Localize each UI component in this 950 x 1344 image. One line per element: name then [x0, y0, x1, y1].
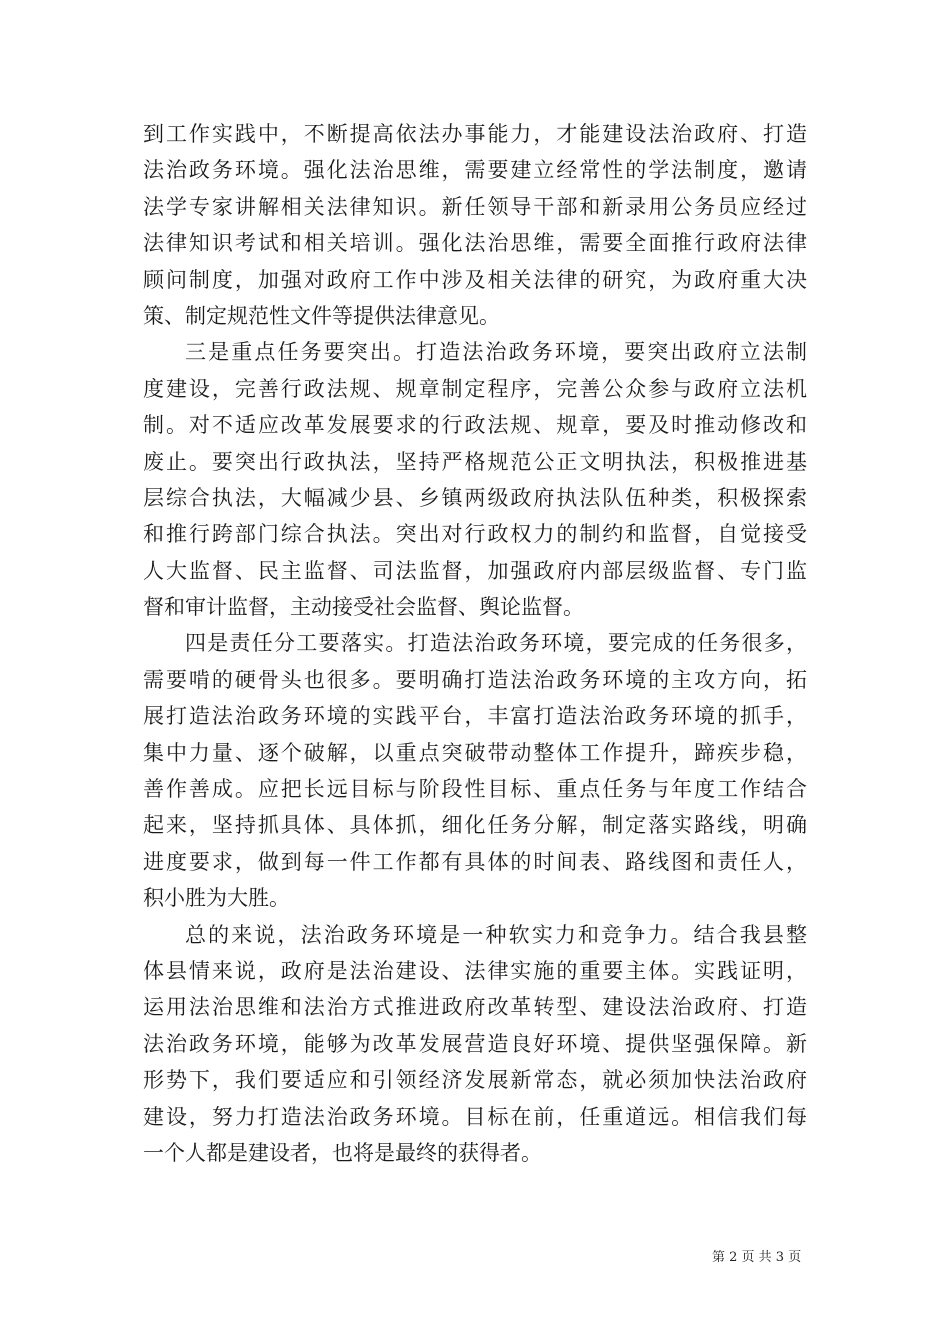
text-line: 人大监督、民主监督、司法监督，加强政府内部层级监督、专门监 — [143, 558, 807, 583]
text-line: 起来，坚持抓具体、具体抓，细化任务分解，制定落实路线，明确 — [143, 813, 807, 838]
text-line: 体县情来说，政府是法治建设、法律实施的重要主体。实践证明， — [143, 958, 807, 983]
page-number: 第 2 页 共 3 页 — [712, 1250, 802, 1265]
text-line: 需要啃的硬骨头也很多。要明确打造法治政务环境的主攻方向，拓 — [143, 667, 807, 692]
document-body — [143, 116, 807, 1171]
text-line: 一个人都是建设者，也将是最终的获得者。 — [143, 1140, 542, 1165]
paragraph — [143, 116, 807, 334]
text-line: 建设，努力打造法治政务环境。目标在前，任重道远。相信我们每 — [143, 1104, 807, 1129]
paragraph — [143, 917, 807, 1172]
text-line: 法治政务环境。强化法治思维，需要建立经常性的学法制度，邀请 — [143, 158, 807, 183]
text-line: 到工作实践中，不断提高依法办事能力，才能建设法治政府、打造 — [143, 122, 807, 146]
text-line: 三是重点任务要突出。打造法治政务环境，要突出政府立法制 — [185, 340, 807, 365]
text-line: 法律知识考试和相关培训。强化法治思维，需要全面推行政府法律 — [143, 231, 807, 256]
text-line: 展打造法治政务环境的实践平台，丰富打造法治政务环境的抓手， — [143, 704, 807, 729]
text-line: 督和审计监督，主动接受社会监督、舆论监督。 — [143, 595, 584, 620]
text-line: 废止。要突出行政执法，坚持严格规范公正文明执法，积极推进基 — [143, 449, 807, 474]
text-line: 善作善成。应把长远目标与阶段性目标、重点任务与年度工作结合 — [143, 777, 807, 802]
paragraph — [143, 334, 807, 625]
text-line: 顾问制度，加强对政府工作中涉及相关法律的研究，为政府重大决 — [143, 267, 807, 292]
text-line: 积小胜为大胜。 — [143, 886, 290, 911]
text-line: 制。对不适应改革发展要求的行政法规、规章，要及时推动修改和 — [143, 413, 807, 438]
text-line: 法学专家讲解相关法律知识。新任领导干部和新录用公务员应经过 — [143, 194, 807, 219]
text-line: 四是责任分工要落实。打造法治政务环境，要完成的任务很多， — [185, 631, 807, 656]
text-line: 总的来说，法治政务环境是一种软实力和竞争力。结合我县整 — [185, 922, 807, 947]
text-line: 运用法治思维和法治方式推进政府改革转型、建设法治政府、打造 — [143, 995, 807, 1020]
text-line: 层综合执法，大幅减少县、乡镇两级政府执法队伍种类，积极探索 — [143, 485, 807, 510]
paragraph — [143, 625, 807, 916]
text-line: 度建设，完善行政法规、规章制定程序，完善公众参与政府立法机 — [143, 376, 807, 401]
text-line: 集中力量、逐个破解，以重点突破带动整体工作提升，蹄疾步稳， — [143, 740, 807, 765]
text-line: 法治政务环境，能够为改革发展营造良好环境、提供坚强保障。新 — [143, 1031, 807, 1056]
text-line: 进度要求，做到每一件工作都有具体的时间表、路线图和责任人， — [143, 849, 807, 874]
text-line: 策、制定规范性文件等提供法律意见。 — [143, 303, 500, 328]
text-line: 形势下，我们要适应和引领经济发展新常态，就必须加快法治政府 — [143, 1068, 807, 1093]
text-line: 和推行跨部门综合执法。突出对行政权力的制约和监督，自觉接受 — [143, 522, 807, 547]
